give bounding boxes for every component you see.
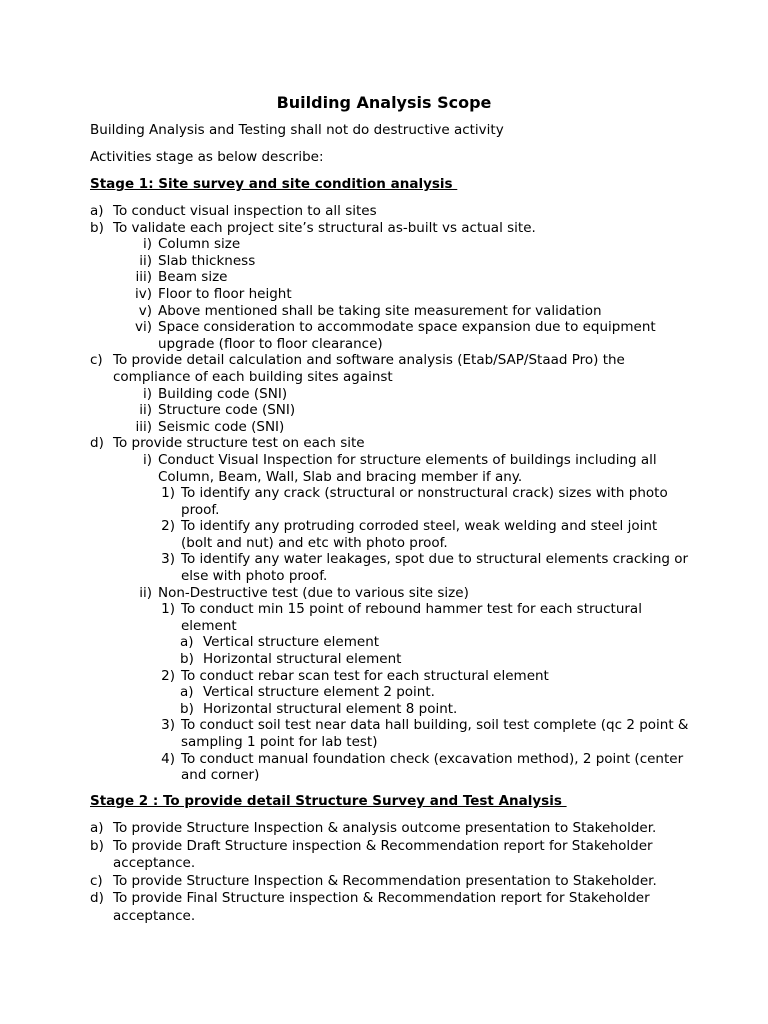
list-item: ii) Structure code (SNI): [139, 402, 296, 419]
list-item: 2) To conduct rebar scan test for each structural element: [161, 667, 549, 684]
stage-1-heading: Stage 1: Site survey and site condition analysis: [90, 176, 458, 192]
list-item: b) To provide Draft Structure inspection & Recommendation report for Stakeholder acceptance.: [90, 837, 653, 871]
list-item: ii) Slab thickness: [139, 252, 256, 269]
list-item: 1) To conduct min 15 point of rebound hammer test for each structural element: [161, 601, 642, 634]
list-item: i) Conduct Visual Inspection for structure elements of buildings including all Column, Beam, Wall, Slab and bracing member if any.: [142, 451, 657, 485]
list-item: 3) To conduct soil test near data hall building, soil test complete (qc 2 point & sampling 1 point for lab test): [161, 717, 689, 750]
list-item: a) To conduct visual inspection to all sites: [90, 203, 377, 219]
list-item: a) Vertical structure element 2 point.: [180, 684, 435, 701]
list-item: 1) To identify any crack (structural or nonstructural crack) sizes with photo proof.: [161, 485, 668, 518]
list-item: b) Horizontal structural element 8 point.: [180, 700, 458, 717]
document-title: Building Analysis Scope: [276, 93, 492, 112]
list-item: a) Vertical structure element: [180, 634, 380, 651]
list-item: i) Column size: [142, 236, 241, 253]
list-item: i) Building code (SNI): [142, 385, 288, 402]
list-item: b) Horizontal structural element: [180, 651, 402, 668]
list-item: 4) To conduct manual foundation check (excavation method), 2 point (center and corner): [161, 750, 684, 784]
list-item: 2) To identify any protruding corroded steel, weak welding and steel joint (bolt and nut) and etc with photo proof.: [161, 518, 658, 551]
stage-1-list: [90, 203, 690, 784]
intro-statement: Building Analysis and Testing shall not do destructive activity: [90, 122, 504, 138]
list-item: iii) Seismic code (SNI): [135, 418, 285, 435]
list-item: ii) Non-Destructive test (due to various site size): [139, 584, 469, 601]
list-item: d) To provide structure test on each site: [90, 435, 365, 452]
list-item: v) Above mentioned shall be taking site measurement for validation: [138, 302, 602, 319]
list-item: a) To provide Structure Inspection & analysis outcome presentation to Stakeholder.: [90, 820, 657, 836]
list-item: c) To provide Structure Inspection & Recommendation presentation to Stakeholder.: [90, 872, 657, 889]
stage-2-heading: Stage 2 : To provide detail Structure Survey and Test Analysis: [90, 793, 567, 809]
list-item: vi) Space consideration to accommodate space expansion due to equipment upgrade (floor to floor clearance): [134, 319, 656, 352]
list-item: iv) Floor to floor height: [134, 285, 292, 302]
list-item: 3) To identify any water leakages, spot due to structural elements cracking or else with photo proof.: [161, 551, 689, 585]
list-item: b) To validate each project site’s structural as-built vs actual site.: [90, 219, 536, 236]
activities-intro: Activities stage as below describe:: [90, 149, 324, 165]
list-item: c) To provide detail calculation and software analysis (Etab/SAP/Staad Pro) the compliance of each building sites against: [90, 352, 625, 385]
stage-2-list: [90, 820, 690, 925]
list-item: d) To provide Final Structure inspection & Recommendation report for Stakeholder acceptance.: [90, 890, 650, 924]
list-item: iii) Beam size: [135, 269, 228, 286]
